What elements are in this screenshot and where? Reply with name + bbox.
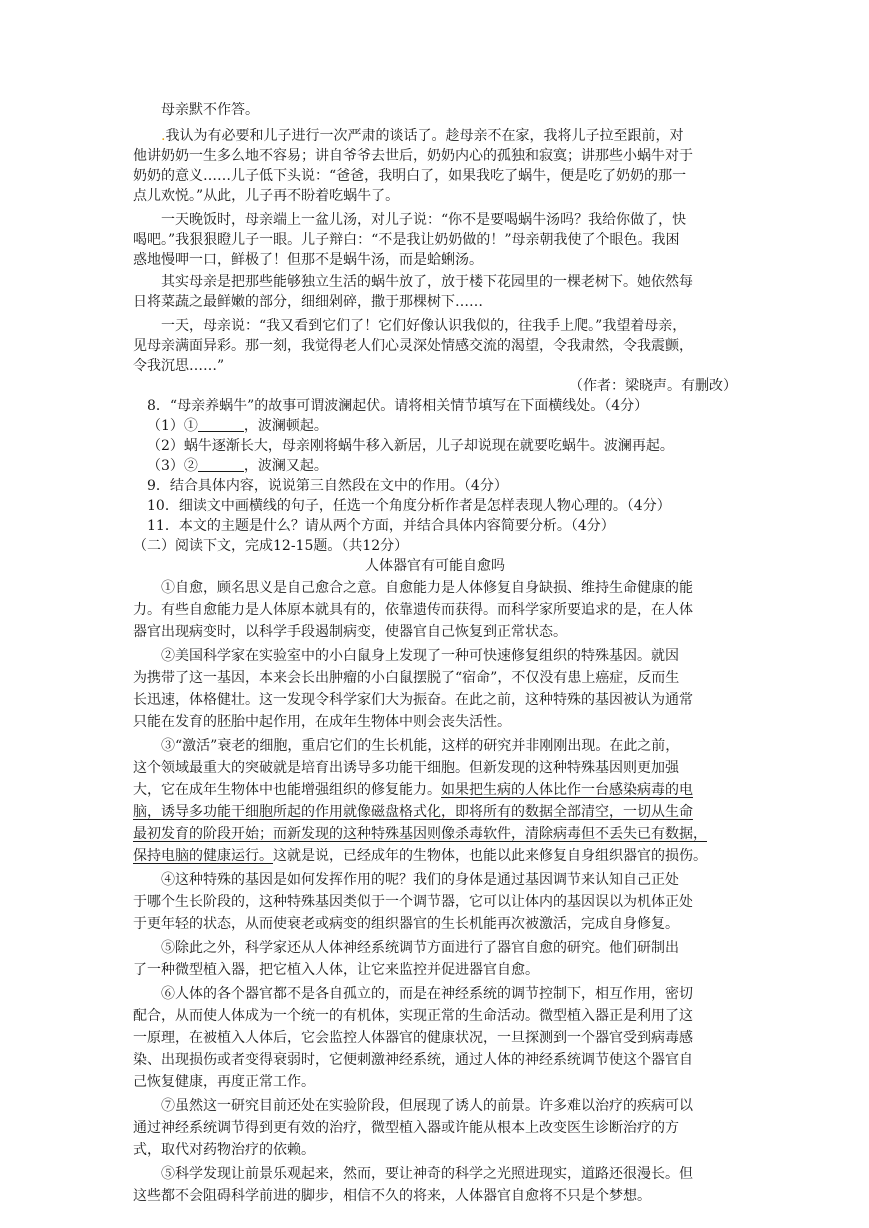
answer-blank[interactable]	[198, 417, 244, 432]
paragraph-line: 于更年轻的状态，从而使衰老或病变的组织器官的生长机能再次被激活，完成自身修复。	[133, 916, 679, 932]
paragraph-line: 他讲奶奶一生多么地不容易；讲自爷爷去世后，奶奶内心的孤独和寂寞；讲那些小蜗牛对于	[133, 148, 693, 164]
paragraph-line: 惑地慢呷一口，鲜极了！但那不是蜗牛汤，而是蛤蜊汤。	[133, 252, 483, 268]
question-8-item-2: （2）蜗牛逐渐长大，母亲刚将蜗牛移入新居，儿子却说现在就要吃蜗牛。波澜再起。	[147, 438, 674, 454]
paragraph-line: ①自愈，顾名思义是自己愈合之意。自愈能力是人体修复自身缺损、维持生命健康的能	[161, 580, 693, 596]
paragraph-line: 己恢复健康，再度正常工作。	[133, 1074, 315, 1090]
underlined-sentence: 保持电脑的健康运行。	[133, 848, 273, 864]
paragraph-line: 力。有些自愈能力是人体原本就具有的，依靠遗传而获得。而科学家所要追求的是，在人体	[133, 602, 693, 618]
paragraph-line: 了一种微型植入器，把它植入人体，让它来监控并促进器官自愈。	[133, 962, 539, 978]
question-8-item-1: （1）① ，波澜顿起。	[147, 418, 328, 434]
paragraph-line: 其实母亲是把那些能够独立生活的蜗牛放了，放于楼下花园里的一棵老树下。她依然每	[161, 274, 693, 290]
paragraph-line: 为携带了这一基因，本来会长出肿瘤的小白鼠摆脱了“宿命”，不仅没有患上癌症，反而生	[133, 670, 680, 686]
paragraph-line: 点儿欢悦。”从此，儿子再不盼着吃蜗牛了。	[133, 188, 400, 204]
paragraph-line: .我认为有必要和儿子进行一次严肃的谈话了。趁母亲不在家，我将儿子拉至跟前，对	[161, 128, 684, 144]
question-11: 11．本文的主题是什么？请从两个方面，并结合具体内容简要分析。（4分）	[147, 518, 615, 534]
paragraph-line: 大，它在成年生物体中也能增强组织的修复能力。如果把生病的人体比作一台感染病毒的电	[133, 782, 693, 798]
paragraph-line: 一原理，在被植入人体后，它会监控人体器官的健康状况，一旦探测到一个器官受到病毒感	[133, 1030, 693, 1046]
question-10: 10．细读文中画横线的句子，任选一个角度分析作者是怎样表现人物心理的。（4分）	[147, 498, 671, 514]
paragraph-line: 一天晚饭时，母亲端上一盆儿汤，对儿子说：“你不是要喝蜗牛汤吗？我给你做了，快	[161, 212, 687, 228]
paragraph-line: ⑦虽然这一研究目前还处在实验阶段，但展现了诱人的前景。许多难以治疗的疾病可以	[161, 1098, 693, 1114]
paragraph-line: 令我沉思……”	[133, 358, 225, 374]
section-heading: （二）阅读下文，完成12-15题。（共12分）	[133, 538, 409, 554]
paragraph-line: 喝吧。”我狠狠瞪儿子一眼。儿子辩白：“不是我让奶奶做的！”母亲朝我使了个眼色。我困	[133, 232, 680, 248]
paragraph-line: 日将菜蔬之最鲜嫩的部分，细细剁碎，撒于那棵树下……	[133, 294, 483, 310]
underlined-sentence: 如果把生病的人体比作一台感染病毒的电	[441, 782, 693, 798]
paragraph-line: 于哪个生长阶段的，这种特殊基因类似于一个调节器，它可以让体内的基因误以为机体正处	[133, 894, 693, 910]
paragraph-line: ②美国科学家在实验室中的小白鼠身上发现了一种可快速修复组织的特殊基因。就因	[161, 648, 679, 664]
paragraph-line: ④这种特殊的基因是如何发挥作用的呢？我们的身体是通过基因调节来认知自己正处	[161, 872, 679, 888]
paragraph-line: ③“激活”衰老的细胞，重启它们的生长机能，这样的研究并非刚刚出现。在此之前，	[161, 738, 680, 754]
paragraph-line: 器官出现病变时，以科学手段遏制病变，使器官自己恢复到正常状态。	[133, 624, 567, 640]
paragraph-line: 保持电脑的健康运行。这就是说，已经成年的生物体，也能以此来修复自身组织器官的损伤。	[133, 848, 707, 864]
paragraph-line: 配合，从而使人体成为一个统一的有机体，实现正常的生命活动。微型植入器正是利用了这	[133, 1008, 693, 1024]
paragraph-line: 式，取代对药物治疗的依赖。	[133, 1142, 315, 1158]
paragraph-line: ⑥人体的各个器官都不是各自孤立的，而是在神经系统的调节控制下，相互作用，密切	[161, 986, 693, 1002]
underlined-sentence: 脑，诱导多功能干细胞所起的作用就像磁盘格式化，即将所有的数据全部清空，一切从生命	[133, 804, 693, 820]
answer-blank[interactable]	[198, 457, 244, 472]
paragraph-line: 这些都不会阻碍科学前进的脚步，相信不久的将来，人体器官自愈将不只是个梦想。	[133, 1188, 651, 1204]
paragraph-line: ⑤除此之外，科学家还从人体神经系统调节方面进行了器官自愈的研究。他们研制出	[161, 940, 679, 956]
paragraph-line: 通过神经系统调节得到更有效的治疗，微型植入器或许能从根本上改变医生诊断治疗的方	[133, 1120, 679, 1136]
paragraph-line: 一天，母亲说：“我又看到它们了！它们好像认识我似的，往我手上爬。”我望着母亲，	[161, 318, 687, 334]
article-title: 人体器官有可能自愈吗	[365, 558, 505, 574]
paragraph-line: 这个领域最重大的突破就是培育出诱导多功能干细胞。但新发现的这种特殊基因则更加强	[133, 760, 679, 776]
paragraph-line: ⑤科学发现让前景乐观起来，然而，要让神奇的科学之光照进现实，道路还很漫长。但	[161, 1166, 693, 1182]
paragraph-line: 长迅速，体格健壮。这一发现令科学家们大为振奋。在此之前，这种特殊的基因被认为通常	[133, 692, 693, 708]
mark-dot: .	[161, 128, 166, 144]
underlined-sentence: 最初发育的阶段开始；而新发现的这种特殊基因则像杀毒软件，清除病毒但不丢失已有数据，	[133, 826, 707, 842]
paragraph-line: 见母亲满面异彩。那一刻，我觉得老人们心灵深处情感交流的渴望，令我肃然，令我震颤，	[133, 338, 693, 354]
paragraph-line: 奶奶的意义……儿子低下头说：“爸爸，我明白了，如果我吃了蜗牛，便是吃了奶奶的那一	[133, 168, 687, 184]
question-8-item-3: （3）② ，波澜又起。	[147, 458, 328, 474]
question-8: 8．“母亲养蜗牛”的故事可谓波澜起伏。请将相关情节填写在下面横线处。（4分）	[147, 398, 649, 414]
author-credit: （作者：梁晓声。有删改）	[569, 378, 737, 394]
paragraph-line: 只能在发育的胚胎中起作用，在成年生物体中则会丧失活性。	[133, 714, 511, 730]
question-9: 9．结合具体内容，说说第三自然段在文中的作用。（4分）	[147, 478, 508, 494]
paragraph-line: 染、出现损伤或者变得衰弱时，它便刺激神经系统，通过人体的神经系统调节使这个器官自	[133, 1052, 693, 1068]
paragraph-line: 母亲默不作答。	[161, 102, 259, 118]
